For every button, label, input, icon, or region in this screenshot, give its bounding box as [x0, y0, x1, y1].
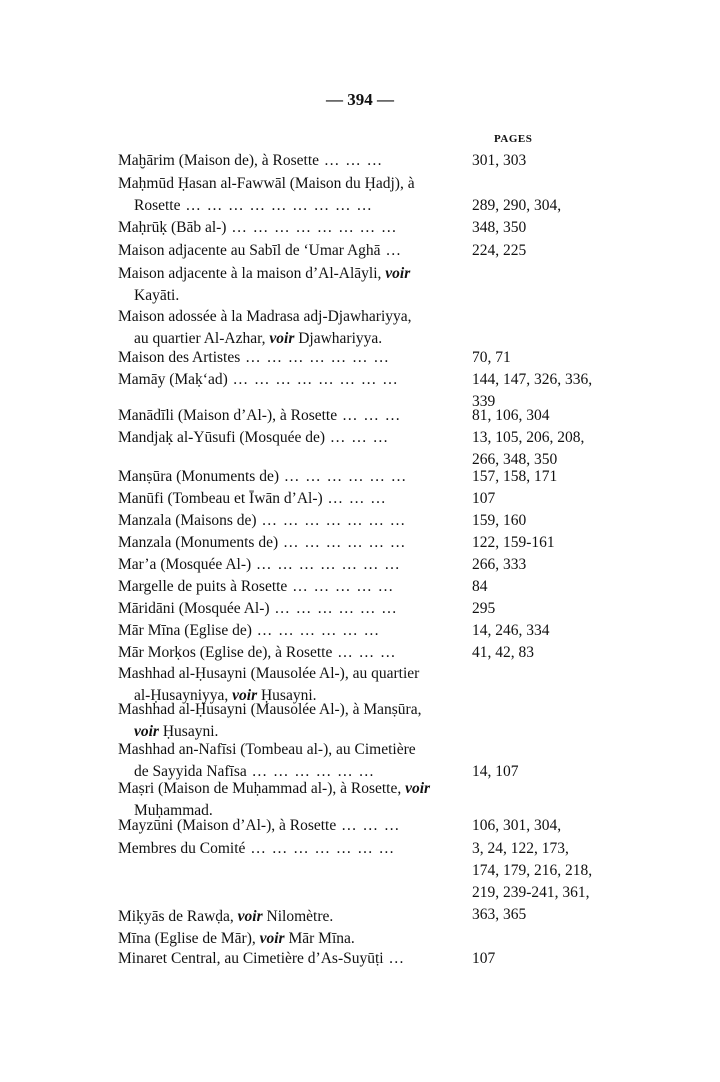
entry-line [118, 642, 397, 664]
page-references [472, 347, 511, 369]
entry-line [118, 427, 389, 449]
leader-dots: … [380, 242, 402, 259]
entry-text: Djawhariyya. [298, 330, 383, 347]
entry-line [118, 815, 400, 837]
page-numbers: 107 [472, 950, 496, 967]
entry-line [118, 285, 410, 307]
page-references [472, 838, 592, 926]
entry-line [118, 405, 401, 427]
index-entry [118, 510, 406, 532]
index-entry [118, 739, 416, 783]
index-entry [118, 217, 397, 239]
page-numbers: 106, 301, 304, [472, 817, 562, 834]
entry-line [118, 906, 333, 928]
index-entry [118, 948, 405, 970]
entry-text: Mashhad al-Ḥusayni (Mausolée Al-), au quartier [118, 665, 420, 682]
entry-text: Maṣri (Maison de Muḥammad al-), à Rosette, [118, 780, 402, 797]
page-numbers: 295 [472, 600, 496, 617]
entry-line [118, 306, 412, 328]
index-entry [118, 838, 395, 860]
entry-text: Maison adjacente au Sabīl de ‘Umar Aghā [118, 242, 381, 259]
entry-line [118, 195, 415, 217]
entry-text: Nilomètre. [266, 908, 334, 925]
leader-dots: … … … … … … … [240, 349, 390, 366]
page-references [472, 150, 526, 172]
see-reference: voir [232, 687, 258, 704]
entry-line [118, 510, 406, 532]
see-reference: voir [385, 265, 411, 282]
entry-text: Ḥusayni. [162, 723, 219, 740]
page-references [472, 427, 584, 471]
entry-text: Maḫārim (Maison de), à Rosette [118, 152, 320, 169]
leader-dots: … … … [319, 152, 384, 169]
entry-line [118, 532, 406, 554]
entry-line [118, 663, 419, 685]
entry-text: Ḥusayni. [260, 687, 317, 704]
entry-line [118, 347, 390, 369]
entry-text: Māridāni (Mosquée Al-) [118, 600, 270, 617]
page-numbers: 224, 225 [472, 242, 527, 259]
entry-text: Rosette [134, 197, 181, 214]
leader-dots: … … … … … … [246, 763, 376, 780]
index-entry [118, 642, 397, 664]
entry-line [118, 173, 415, 195]
page-references [472, 620, 550, 642]
page-references [472, 598, 495, 620]
page-numbers: 348, 350 [472, 219, 527, 236]
page-references [472, 488, 495, 510]
entry-text: Mār Mīna. [288, 930, 355, 947]
entry-line [118, 576, 394, 598]
entry-line [118, 598, 398, 620]
index-entry [118, 532, 406, 554]
entry-line [118, 217, 397, 239]
leader-dots: … … … [332, 644, 397, 661]
page-number: — 394 — [326, 90, 394, 109]
page-numbers: 157, 158, 171 [472, 468, 558, 485]
index-entry [118, 554, 401, 576]
entry-text: Mamāy (Maḳ‘ad) [118, 371, 228, 388]
index-entry [118, 240, 402, 262]
entry-text: Membres du Comité [118, 840, 246, 857]
index-entry [118, 598, 398, 620]
page-numbers: 107 [472, 490, 496, 507]
page-references [472, 554, 526, 576]
leader-dots: … … … [336, 817, 401, 834]
leader-dots: … [383, 950, 405, 967]
leader-dots: … … … … … … … [251, 556, 401, 573]
page-numbers: 174, 179, 216, 218, [472, 862, 593, 879]
entry-text: Maison des Artistes [118, 349, 241, 366]
see-reference: voir [237, 908, 263, 925]
leader-dots: … … … … … … … … … [180, 197, 373, 214]
index-entry [118, 405, 401, 427]
index-entry [118, 466, 407, 488]
page-references [472, 173, 561, 217]
entry-text: Mandjaḳ al-Yūsufi (Mosquée de) [118, 429, 326, 446]
entry-line [118, 838, 395, 860]
page-references [472, 217, 526, 239]
page-numbers: 219, 239-241, 361, [472, 884, 590, 901]
entry-text: Kayāti. [134, 287, 180, 304]
entry-text: au quartier Al-Azhar, [134, 330, 266, 347]
page-numbers: 14, 107 [472, 763, 519, 780]
leader-dots: … … … … … … [279, 468, 408, 485]
entry-text: Manzala (Monuments de) [118, 534, 279, 551]
entry-text: Mayzūni (Maison d’Al-), à Rosette [118, 817, 337, 834]
index-entry [118, 306, 412, 350]
page-numbers: 70, 71 [472, 349, 511, 366]
index-entry [118, 699, 421, 743]
index-entry [118, 263, 410, 307]
index-entry [118, 928, 355, 950]
entry-text: Manūfi (Tombeau et Īwān d’Al-) [118, 490, 323, 507]
leader-dots: … … … … … [287, 578, 395, 595]
page-numbers [472, 173, 561, 195]
entry-text: Maḥmūd Ḥasan al-Fawwāl (Maison du Ḥadj), à [118, 175, 415, 192]
page-numbers: 266, 348, 350 [472, 451, 558, 468]
entry-line [118, 928, 355, 950]
leader-dots: … … … [325, 429, 390, 446]
entry-line [118, 948, 405, 970]
page-references [472, 739, 519, 783]
pages-column-header: PAGES [494, 133, 533, 145]
page-numbers: 289, 290, 304, [472, 197, 562, 214]
page-numbers: 339 [472, 393, 496, 410]
page-numbers: 301, 303 [472, 152, 527, 169]
page-numbers: 41, 42, 83 [472, 644, 534, 661]
see-reference: voir [134, 723, 159, 740]
page-numbers: 84 [472, 578, 488, 595]
page-references [472, 466, 557, 488]
entry-text: Margelle de puits à Rosette [118, 578, 288, 595]
entry-line [118, 778, 430, 800]
entry-text: Mar’a (Mosquée Al-) [118, 556, 252, 573]
page-numbers: 159, 160 [472, 512, 527, 529]
entry-line [118, 240, 402, 262]
see-reference: voir [269, 330, 295, 347]
entry-line [118, 554, 401, 576]
entry-line [118, 150, 383, 172]
entry-text: de Sayyida Nafīsa [134, 763, 247, 780]
index-entry [118, 906, 333, 928]
page-references [472, 948, 495, 970]
entry-line [118, 369, 399, 391]
page-references [472, 576, 488, 598]
leader-dots: … … … … … … … … [227, 371, 399, 388]
page-numbers: 144, 147, 326, 336, [472, 371, 593, 388]
entry-line [118, 488, 387, 510]
index-entry [118, 427, 389, 449]
leader-dots: … … … [322, 490, 387, 507]
leader-dots: … … … … … … … [245, 840, 396, 857]
leader-dots: … … … … … … [278, 534, 407, 551]
entry-line [118, 739, 416, 761]
page-references [472, 642, 534, 664]
page-numbers: 13, 105, 206, 208, [472, 429, 585, 446]
index-entry [118, 620, 380, 642]
page-numbers [472, 739, 519, 761]
page-numbers: 81, 106, 304 [472, 407, 550, 424]
entry-text: Maison adossée à la Madrasa adj-Djawhariyya, [118, 308, 412, 325]
entry-text: Manādīli (Maison d’Al-), à Rosette [118, 407, 338, 424]
entry-text: Mār Mīna (Eglise de) [118, 622, 252, 639]
page-numbers: 3, 24, 122, 173, [472, 840, 569, 857]
entry-text: Manzala (Maisons de) [118, 512, 257, 529]
index-entry [118, 173, 415, 217]
page-references [472, 405, 550, 427]
page-references [472, 240, 526, 262]
entry-line [118, 699, 421, 721]
page-numbers: 266, 333 [472, 556, 527, 573]
entry-text: Mār Morḳos (Eglise de), à Rosette [118, 644, 333, 661]
entry-text: al-Ḥusayniyya, [134, 687, 229, 704]
page-references [472, 510, 526, 532]
entry-line [118, 620, 380, 642]
leader-dots: … … … … … … … [256, 512, 407, 529]
page-references [472, 532, 555, 554]
index-entry [118, 488, 387, 510]
page-numbers: 122, 159-161 [472, 534, 555, 551]
index-entry [118, 576, 394, 598]
leader-dots: … … … … … … … … [226, 219, 398, 236]
entry-text: Manṣūra (Monuments de) [118, 468, 279, 485]
see-reference: voir [259, 930, 285, 947]
page-numbers: 14, 246, 334 [472, 622, 550, 639]
entry-line [118, 466, 407, 488]
entry-text: Minaret Central, au Cimetière d’As-Suyūṭi [118, 950, 384, 967]
page-references [472, 815, 561, 837]
entry-text: Muḥammad. [134, 802, 213, 819]
leader-dots: … … … [337, 407, 402, 424]
entry-text: Mīna (Eglise de Mār), [118, 930, 256, 947]
leader-dots: … … … … … … [251, 622, 381, 639]
leader-dots: … … … … … … [269, 600, 398, 617]
index-entry [118, 150, 383, 172]
see-reference: voir [405, 780, 431, 797]
entry-text: Mashhad al-Ḥusayni (Mausolée Al-), à Manṣūra, [118, 701, 422, 718]
entry-line [118, 263, 410, 285]
index-entry [118, 369, 399, 391]
entry-text: Mashhad an-Nafīsi (Tombeau al-), au Cimetière [118, 741, 416, 758]
page-numbers: 363, 365 [472, 906, 527, 923]
index-entry [118, 815, 400, 837]
entry-text: Maḥrūḳ (Bāb al-) [118, 219, 227, 236]
entry-text: Miḳyās de Rawḍa, [118, 908, 234, 925]
entry-text: Maison adjacente à la maison d’Al-Alāyli, [118, 265, 382, 282]
index-entry [118, 347, 390, 369]
